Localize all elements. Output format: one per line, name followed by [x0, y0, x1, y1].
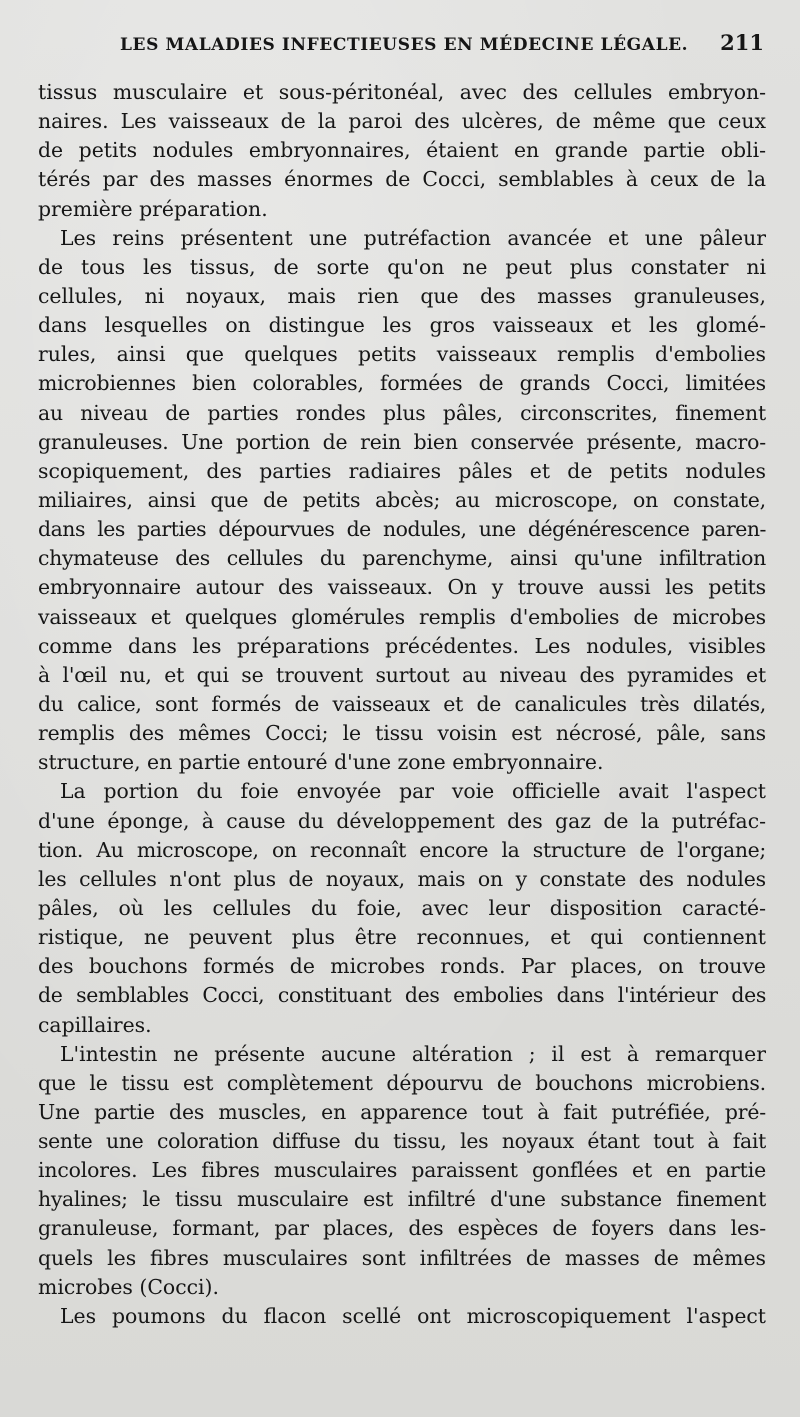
- text-line: sente une coloration diffuse du tissu, les noyaux étant tout à fait: [38, 1129, 766, 1154]
- text-line: vaisseaux et quelques glomérules remplis d'embolies de microbes: [38, 604, 766, 629]
- text-line: microbes (Cocci).: [38, 1274, 219, 1299]
- page-header: [38, 30, 766, 70]
- text-line: quels les fibres musculaires sont infiltrées de masses de mêmes: [38, 1245, 766, 1270]
- text-line: Les reins présentent une putréfaction avancée et une pâleur: [60, 225, 766, 250]
- text-line: les cellules n'ont plus de noyaux, mais on y constate des nodules: [38, 866, 766, 891]
- text-line: de semblables Cocci, constituant des embolies dans l'intérieur des: [38, 983, 766, 1008]
- text-line: Les poumons du flacon scellé ont microscopiquement l'aspect: [60, 1303, 766, 1328]
- text-line: remplis des mêmes Cocci; le tissu voisin est nécrosé, pâle, sans: [38, 721, 766, 746]
- text-line: chymateuse des cellules du parenchyme, ainsi qu'une infiltration: [38, 546, 766, 571]
- text-line: térés par des masses énormes de Cocci, semblables à ceux de la: [38, 167, 766, 192]
- text-line: scopiquement, des parties radiaires pâles et de petits nodules: [38, 458, 766, 483]
- text-line: pâles, où les cellules du foie, avec leur disposition caracté-: [38, 895, 766, 920]
- text-line: rules, ainsi que quelques petits vaisseaux remplis d'embolies: [38, 342, 766, 367]
- text-line: comme dans les préparations précédentes. Les nodules, visibles: [38, 633, 766, 658]
- text-line: de petits nodules embryonnaires, étaient en grande partie obli-: [38, 138, 766, 163]
- paragraph-foie: [38, 777, 766, 1039]
- text-line: tion. Au microscope, on reconnaît encore la structure de l'organe;: [38, 837, 766, 862]
- text-line: que le tissu est complètement dépourvu de bouchons microbiens.: [38, 1070, 766, 1095]
- text-line: capillaires.: [38, 1012, 152, 1037]
- text-line: structure, en partie entouré d'une zone embryonnaire.: [38, 750, 604, 775]
- text-line: d'une éponge, à cause du développement des gaz de la putréfac-: [38, 808, 766, 833]
- text-line: au niveau de parties rondes plus pâles, circonscrites, finement: [38, 400, 766, 425]
- text-line: dans lesquelles on distingue les gros vaisseaux et les glomé-: [38, 313, 766, 338]
- text-line: microbiennes bien colorables, formées de grands Cocci, limitées: [38, 371, 766, 396]
- text-line: des bouchons formés de microbes ronds. Par places, on trouve: [38, 954, 766, 979]
- text-line: naires. Les vaisseaux de la paroi des ulcères, de même que ceux: [38, 109, 766, 134]
- paragraph-poumons: [38, 1302, 766, 1331]
- text-line: cellules, ni noyaux, mais rien que des masses granuleuses,: [38, 283, 766, 308]
- text-line: hyalines; le tissu musculaire est infiltré d'une substance finement: [38, 1187, 766, 1212]
- body-text: [38, 78, 766, 1331]
- running-head: LES MALADIES INFECTIEUSES EN MÉDECINE LÉGALE.: [120, 35, 689, 55]
- text-line: incolores. Les fibres musculaires paraissent gonflées et en partie: [38, 1158, 766, 1183]
- page-number: 211: [720, 30, 764, 55]
- text-line: ristique, ne peuvent plus être reconnues, et qui contiennent: [38, 925, 766, 950]
- text-line: du calice, sont formés de vaisseaux et de canalicules très dilatés,: [38, 691, 766, 716]
- text-line: de tous les tissus, de sorte qu'on ne peut plus constater ni: [38, 254, 766, 279]
- text-line: tissus musculaire et sous-péritonéal, avec des cellules embryon-: [38, 80, 766, 104]
- text-line: granuleuses. Une portion de rein bien conservée présente, macro-: [38, 429, 766, 454]
- text-line: L'intestin ne présente aucune altération ; il est à remarquer: [60, 1041, 766, 1066]
- paragraph-reins: [38, 224, 766, 778]
- text-line: dans les parties dépourvues de nodules, une dégénérescence paren-: [38, 517, 766, 542]
- text-line: à l'œil nu, et qui se trouvent surtout au niveau des pyramides et: [38, 662, 766, 687]
- paragraph-continuation: [38, 78, 766, 224]
- paragraph-intestin: [38, 1040, 766, 1302]
- text-line: Une partie des muscles, en apparence tout à fait putréfiée, pré-: [38, 1099, 766, 1124]
- text-line: La portion du foie envoyée par voie officielle avait l'aspect: [60, 779, 766, 804]
- text-line: miliaires, ainsi que de petits abcès; au microscope, on constate,: [38, 487, 766, 512]
- text-line: première préparation.: [38, 196, 268, 221]
- text-line: embryonnaire autour des vaisseaux. On y trouve aussi les petits: [38, 575, 766, 600]
- text-line: granuleuse, formant, par places, des espèces de foyers dans les-: [38, 1216, 766, 1241]
